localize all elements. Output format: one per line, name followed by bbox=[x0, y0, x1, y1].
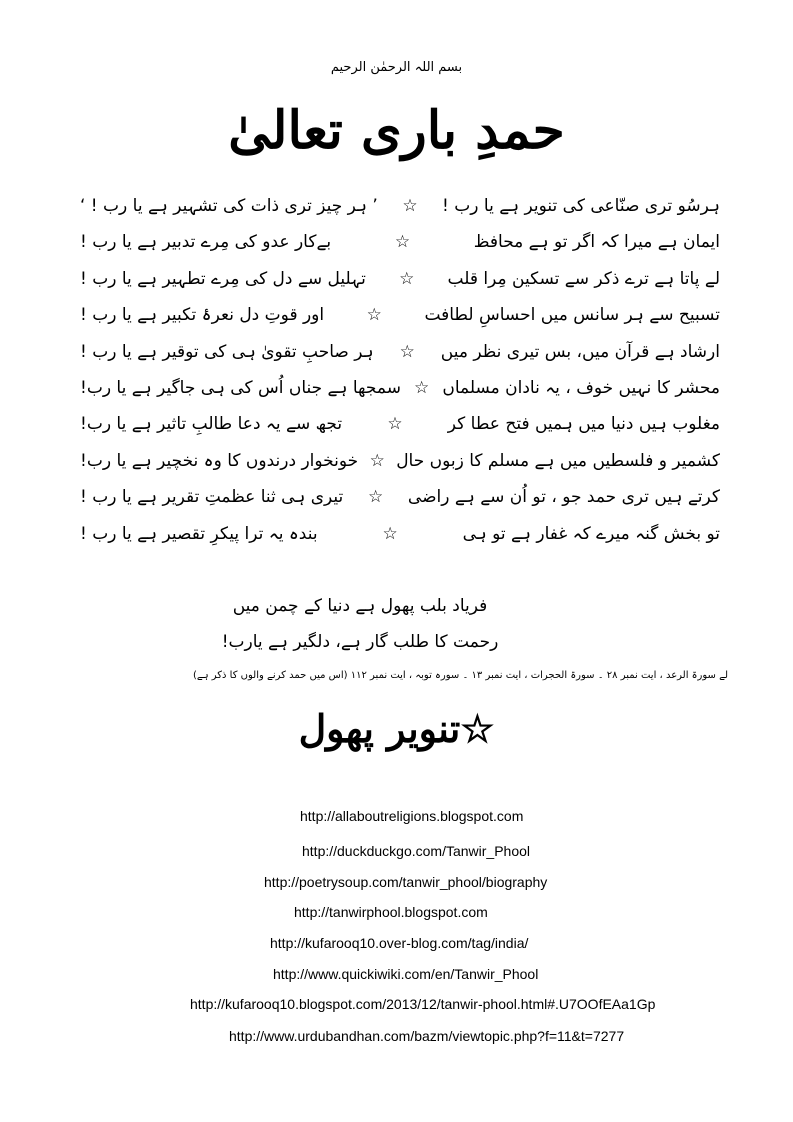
couplet-second-line: خونخوار درندوں کا وہ نخچیر ہے یا رب! bbox=[80, 450, 359, 471]
link-over-blog[interactable]: http://kufarooq10.over-blog.com/tag/india/ bbox=[270, 935, 529, 951]
poem-couplet bbox=[80, 297, 720, 333]
couplet-first-line: تسبیح سے ہر سانس میں احساسِ لطافت bbox=[424, 305, 720, 326]
star-separator: ☆ bbox=[387, 414, 403, 435]
star-separator: ☆ bbox=[402, 196, 418, 216]
coda-line: رحمت کا طلب گار ہے، دلگیر ہے یارب! bbox=[221, 632, 499, 653]
poem-couplet bbox=[80, 479, 720, 515]
couplet-second-line: بندہ یہ ترا پیکرِ تقصیر ہے یا رب ! bbox=[80, 523, 318, 544]
star-separator: ☆ bbox=[394, 232, 411, 253]
couplet-second-line: اور قوتِ دل نعرۂ تکبیر ہے یا رب ! bbox=[80, 305, 325, 326]
bismillah: بسم اللہ الرحمٰن الرحیم bbox=[330, 60, 463, 75]
couplet-first-line: ہرسُو تری صنّاعی کی تنویر ہے یا رب ! bbox=[442, 196, 720, 216]
link-urdubandhan[interactable]: http://www.urdubandhan.com/bazm/viewtopic.php?f=11&t=7277 bbox=[229, 1028, 625, 1044]
poem-couplet bbox=[80, 406, 720, 442]
poem bbox=[80, 188, 720, 552]
poem-couplet bbox=[80, 188, 720, 224]
poem-couplet bbox=[80, 334, 720, 370]
link-kufarooq-blogspot[interactable]: http://kufarooq10.blogspot.com/2013/12/tanwir-phool.html#.U7OOfEAa1Gp bbox=[190, 996, 656, 1012]
star-separator: ☆ bbox=[382, 523, 398, 544]
couplet-first-line: تو بخش گنہ میرے کہ غفار ہے تو ہی bbox=[462, 523, 720, 544]
couplet-first-line: کشمیر و فلسطیں میں ہے مسلم کا زبوں حال bbox=[396, 450, 720, 471]
poem-couplet bbox=[80, 261, 720, 297]
couplet-first-line: محشر کا نہیں خوف ، یہ نادان مسلماں bbox=[442, 377, 720, 398]
poem-coda bbox=[160, 588, 560, 661]
link-duckduckgo[interactable]: http://duckduckgo.com/Tanwir_Phool bbox=[302, 843, 531, 859]
page-title: حمدِ باری تعالیٰ bbox=[228, 100, 565, 161]
couplet-second-line: تجھ سے یہ دعا طالبِ تاثیر ہے یا رب! bbox=[80, 414, 343, 435]
poet-signature: ☆تنویر پھول bbox=[298, 706, 495, 751]
poem-couplet bbox=[80, 224, 720, 260]
poem-couplet bbox=[80, 370, 720, 406]
couplet-first-line: مغلوب ہیں دنیا میں ہمیں فتح عطا کر bbox=[447, 414, 720, 435]
references-footnote: لے سورۃ الرعد ، آیت نمبر ۲۸ ۔ سورۃ الحجرات ، آیت نمبر ۱۳ ۔ سورہ توبہ ، آیت نمبر ۱۱۲ (اس میں حمد کرنے والوں کا ذکر ہے) bbox=[192, 670, 728, 681]
link-allaboutreligions[interactable]: http://allaboutreligions.blogspot.com bbox=[300, 808, 524, 824]
couplet-first-line: لے پاتا ہے ترے ذکر سے تسکین مِرا قلب bbox=[447, 268, 720, 289]
link-poetrysoup[interactable]: http://poetrysoup.com/tanwir_phool/biography bbox=[264, 874, 548, 890]
couplet-second-line: ہر صاحبِ تقویٰ ہی کی توقیر ہے یا رب ! bbox=[80, 341, 374, 362]
star-separator: ☆ bbox=[366, 305, 382, 326]
star-separator: ☆ bbox=[399, 268, 415, 289]
star-separator: ☆ bbox=[414, 377, 430, 398]
star-separator: ☆ bbox=[367, 487, 384, 508]
link-tanwirphool-blogspot[interactable]: http://tanwirphool.blogspot.com bbox=[294, 904, 488, 920]
link-quickiwiki[interactable]: http://www.quickiwiki.com/en/Tanwir_Phool bbox=[273, 966, 539, 982]
couplet-second-line: ’ ہر چیز تری ذات کی تشہیر ہے یا رب ! ‘ bbox=[80, 196, 378, 216]
poem-couplet bbox=[80, 516, 720, 552]
couplet-second-line: بےکار عدو کی مِرے تدبیر ہے یا رب ! bbox=[80, 232, 332, 253]
couplet-second-line: تہلیل سے دل کی مِرے تطہیر ہے یا رب ! bbox=[80, 268, 366, 289]
couplet-second-line: تیری ہی ثنا عظمتِ تقریر ہے یا رب ! bbox=[80, 487, 344, 508]
couplet-first-line: کرتے ہیں تری حمد جو ، تو اُن سے ہے راضی bbox=[407, 487, 720, 508]
couplet-second-line: سمجھا ہے جناں اُس کی ہی جاگیر ہے یا رب! bbox=[80, 377, 401, 398]
star-separator: ☆ bbox=[399, 341, 415, 362]
poem-couplet bbox=[80, 443, 720, 479]
coda-line: فریاد بلب پھول ہے دنیا کے چمن میں bbox=[232, 596, 488, 616]
couplet-first-line: ایمان ہے میرا کہ اگر تو ہے محافظ bbox=[473, 232, 720, 253]
couplet-first-line: ارشاد ہے قرآن میں، بس تیری نظر میں bbox=[440, 341, 720, 362]
star-separator: ☆ bbox=[369, 450, 385, 471]
